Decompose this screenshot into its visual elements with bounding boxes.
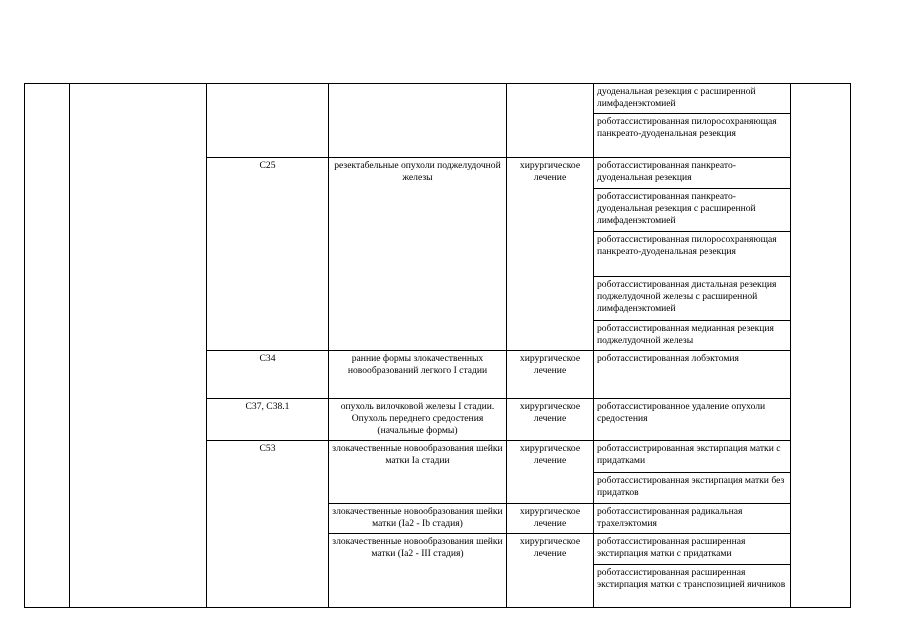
procedure-cell: роботассистированная дистальная резекция поджелудочной железы с расширенной лимфаденэктомией (594, 276, 791, 320)
treatment-cell: хирургическое лечение (507, 398, 594, 440)
procedure-cell: роботассистированное удаление опухоли средостения (594, 398, 791, 440)
procedure-cell: роботассистированная лобэктомия (594, 350, 791, 398)
code-cell (207, 84, 329, 158)
procedure-cell: роботассистированная пилоросохраняющая панкреато-дуоденальная резекция (594, 114, 791, 157)
diagnosis-cell: резектабельные опухоли поджелудочной железы (329, 157, 507, 350)
col-number-cell (25, 84, 70, 608)
procedure-cell: дуоденальная резекция с расширенной лимфаденэктомией (594, 84, 791, 114)
code-cell: C34 (207, 350, 329, 398)
procedure-cell: роботассистированная радикальная трахелэктомия (594, 503, 791, 533)
diagnosis-cell: злокачественные новообразования шейки матки (Ia2 - III стадия) (329, 534, 507, 608)
treatment-cell: хирургическое лечение (507, 350, 594, 398)
code-cell: C53 (207, 441, 329, 608)
col-extra-cell (791, 84, 851, 608)
procedure-cell: роботассистированная расширенная экстирпация матки с транспозицией яичников (594, 564, 791, 608)
code-cell: C25 (207, 157, 329, 350)
procedure-cell: роботассистированная панкреато-дуоденальная резекция (594, 157, 791, 188)
col-group-cell (70, 84, 207, 608)
procedure-cell: роботассистрированная экстирпация матки с придатками (594, 441, 791, 472)
treatment-cell (507, 84, 594, 158)
treatment-cell: хирургическое лечение (507, 534, 594, 608)
code-cell: C37, C38.1 (207, 398, 329, 440)
procedures-table (24, 83, 851, 608)
diagnosis-cell (329, 84, 507, 158)
treatment-cell: хирургическое лечение (507, 441, 594, 504)
treatment-cell: хирургическое лечение (507, 503, 594, 533)
procedure-cell: роботассистированная экстирпация матки без придатков (594, 472, 791, 503)
diagnosis-cell: ранние формы злокачественных новообразований легкого I стадии (329, 350, 507, 398)
treatment-cell: хирургическое лечение (507, 157, 594, 350)
procedure-cell: роботассистированная пилоросохраняющая панкреато-дуоденальная резекция (594, 232, 791, 276)
procedure-cell: роботассистированная медианная резекция поджелудочной железы (594, 321, 791, 350)
diagnosis-cell: опухоль вилочковой железы I стадии. Опухоль переднего средостения (начальные формы) (329, 398, 507, 440)
procedure-cell: роботассистированная панкреато-дуоденальная резекция с расширенной лимфаденэктомией (594, 188, 791, 231)
procedure-cell: роботассистированная расширенная экстирпация матки с придатками (594, 534, 791, 564)
diagnosis-cell: злокачественные новообразования шейки матки Ia стадии (329, 441, 507, 504)
diagnosis-cell: злокачественные новообразования шейки матки (Ia2 - Ib стадия) (329, 503, 507, 533)
table-row (25, 84, 851, 114)
